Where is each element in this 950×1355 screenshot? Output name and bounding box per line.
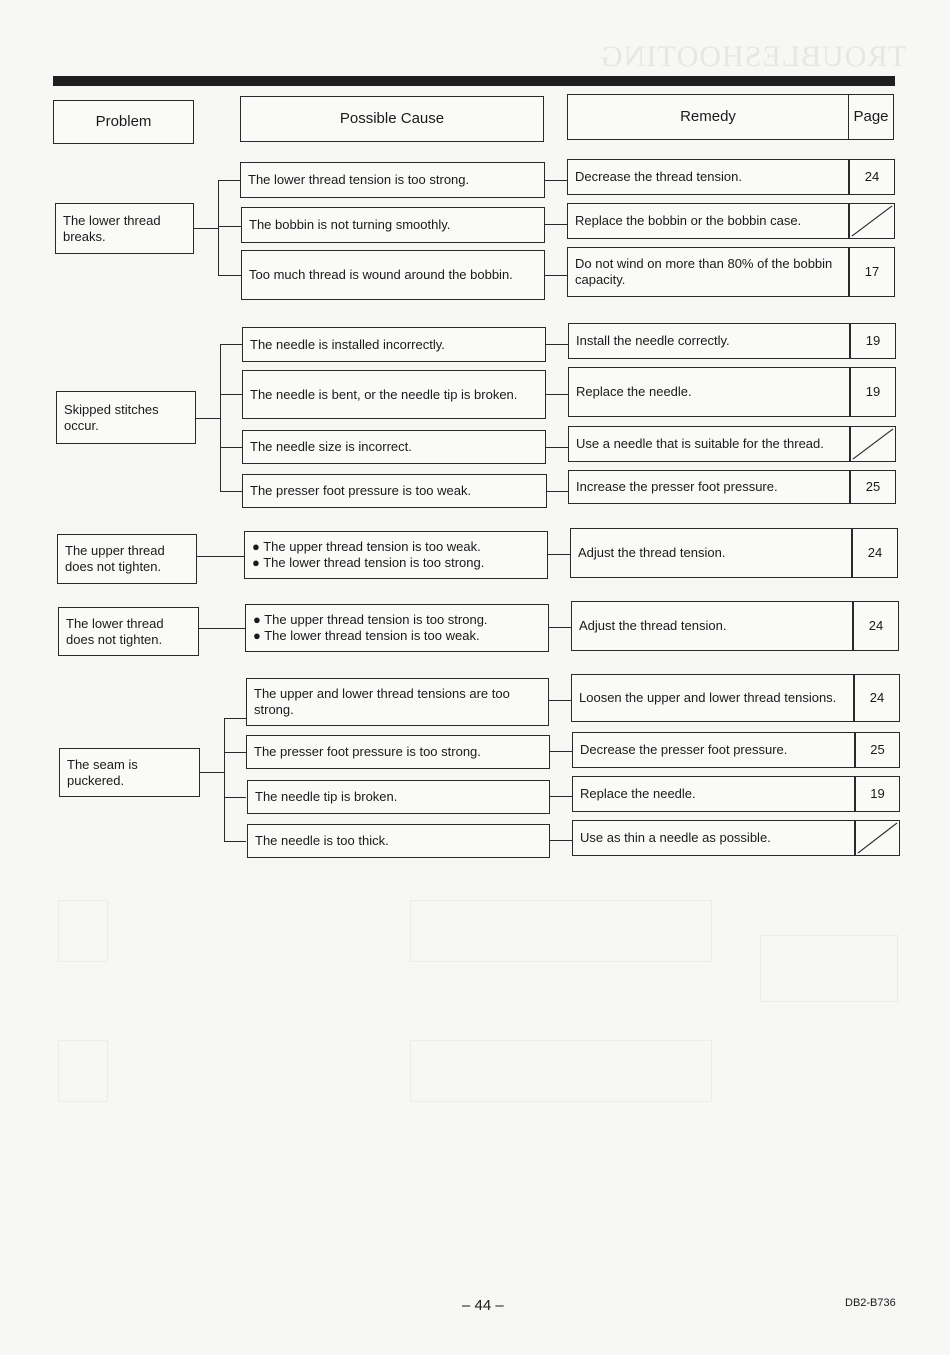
cause-box: The presser foot pressure is too strong.	[246, 735, 550, 769]
cause-bullet: ● The upper thread tension is too strong.	[253, 612, 488, 627]
connector-line	[224, 841, 246, 842]
connector-line	[220, 344, 221, 491]
remedy-box: Use as thin a needle as possible.	[572, 820, 855, 856]
connector-line	[199, 628, 245, 629]
header-page: Page	[848, 94, 894, 140]
remedy-box: Use a needle that is suitable for the thread.	[568, 426, 850, 462]
remedy-box: Decrease the thread tension.	[567, 159, 849, 195]
remedy-box: Do not wind on more than 80% of the bobbin capacity.	[567, 247, 849, 297]
cause-bullet-text: The lower thread tension is too weak.	[264, 628, 480, 643]
remedy-box: Replace the needle.	[568, 367, 850, 417]
header-rule	[53, 76, 895, 86]
remedy-box: Adjust the thread tension.	[570, 528, 852, 578]
connector-line	[549, 700, 571, 701]
no-page-slash-icon	[855, 820, 900, 856]
page-ref: 19	[850, 367, 896, 417]
cause-box: The needle is bent, or the needle tip is broken.	[242, 370, 546, 419]
cause-bullet-text: The upper thread tension is too strong.	[264, 612, 488, 627]
cause-box	[245, 604, 549, 652]
connector-line	[224, 797, 246, 798]
connector-line	[550, 751, 572, 752]
connector-line	[548, 554, 570, 555]
connector-line	[546, 447, 568, 448]
cause-box: The needle tip is broken.	[247, 780, 550, 814]
connector-line	[546, 394, 568, 395]
problem-seam-puckered: The seam is puckered.	[59, 748, 200, 797]
connector-line	[197, 556, 244, 557]
connector-line	[549, 627, 571, 628]
page-ref: 17	[849, 247, 895, 297]
bleed-through-box	[410, 900, 712, 962]
cause-box: The upper and lower thread tensions are too strong.	[246, 678, 549, 726]
no-page-slash-icon	[849, 203, 895, 239]
header-remedy: Remedy	[567, 94, 849, 140]
connector-line	[218, 180, 219, 275]
document-code: DB2-B736	[845, 1297, 896, 1309]
bleed-through-box	[410, 1040, 712, 1102]
connector-line	[545, 180, 567, 181]
connector-line	[545, 224, 567, 225]
problem-skipped-stitches: Skipped stitches occur.	[56, 391, 196, 444]
cause-box: The lower thread tension is too strong.	[240, 162, 545, 198]
page-ref: 25	[855, 732, 900, 768]
connector-line	[220, 394, 242, 395]
connector-line	[220, 491, 242, 492]
cause-bullet-text: The lower thread tension is too strong.	[263, 555, 485, 570]
connector-line	[200, 772, 224, 773]
cause-box: The needle is too thick.	[247, 824, 550, 858]
connector-line	[194, 228, 218, 229]
no-page-slash-icon	[850, 426, 896, 462]
connector-line	[550, 840, 572, 841]
page-title-faint: TROUBLESHOOTING	[600, 40, 907, 73]
connector-line	[224, 718, 225, 841]
bleed-through-box	[58, 1040, 108, 1102]
page-ref: 25	[850, 470, 896, 504]
remedy-box: Decrease the presser foot pressure.	[572, 732, 855, 768]
connector-line	[545, 275, 567, 276]
connector-line	[224, 752, 246, 753]
connector-line	[218, 180, 241, 181]
connector-line	[196, 418, 220, 419]
remedy-box: Replace the needle.	[572, 776, 855, 812]
bleed-through-box	[58, 900, 108, 962]
connector-line	[224, 718, 246, 719]
connector-line	[220, 344, 242, 345]
connector-line	[220, 447, 242, 448]
connector-line	[546, 344, 568, 345]
page-ref: 24	[849, 159, 895, 195]
cause-box	[244, 531, 548, 579]
page-ref: 24	[852, 528, 898, 578]
problem-lower-thread-not-tighten: The lower thread does not tighten.	[58, 607, 199, 656]
remedy-box: Loosen the upper and lower thread tensions.	[571, 674, 854, 722]
connector-line	[218, 275, 241, 276]
remedy-box: Adjust the thread tension.	[571, 601, 853, 651]
cause-bullet: ● The lower thread tension is too weak.	[253, 628, 480, 643]
cause-box: The needle is installed incorrectly.	[242, 327, 546, 362]
connector-line	[218, 226, 241, 227]
bleed-through-box	[760, 935, 898, 1002]
page-number: – 44 –	[462, 1297, 504, 1314]
cause-bullet: ● The lower thread tension is too strong.	[252, 555, 485, 570]
cause-box: The bobbin is not turning smoothly.	[241, 207, 545, 243]
header-problem: Problem	[53, 100, 194, 144]
header-possible-cause: Possible Cause	[240, 96, 544, 142]
page-ref: 24	[853, 601, 899, 651]
problem-lower-thread-breaks: The lower thread breaks.	[55, 203, 194, 254]
connector-line	[547, 491, 568, 492]
remedy-box: Install the needle correctly.	[568, 323, 850, 359]
remedy-box: Increase the presser foot pressure.	[568, 470, 850, 504]
cause-bullet-text: The upper thread tension is too weak.	[263, 539, 481, 554]
cause-bullet: ● The upper thread tension is too weak.	[252, 539, 481, 554]
cause-box: The needle size is incorrect.	[242, 430, 546, 464]
page-ref: 19	[850, 323, 896, 359]
problem-upper-thread-not-tighten: The upper thread does not tighten.	[57, 534, 197, 584]
page-ref: 19	[855, 776, 900, 812]
page-ref: 24	[854, 674, 900, 722]
cause-box: Too much thread is wound around the bobbin.	[241, 250, 545, 300]
cause-box: The presser foot pressure is too weak.	[242, 474, 547, 508]
connector-line	[550, 796, 572, 797]
remedy-box: Replace the bobbin or the bobbin case.	[567, 203, 849, 239]
